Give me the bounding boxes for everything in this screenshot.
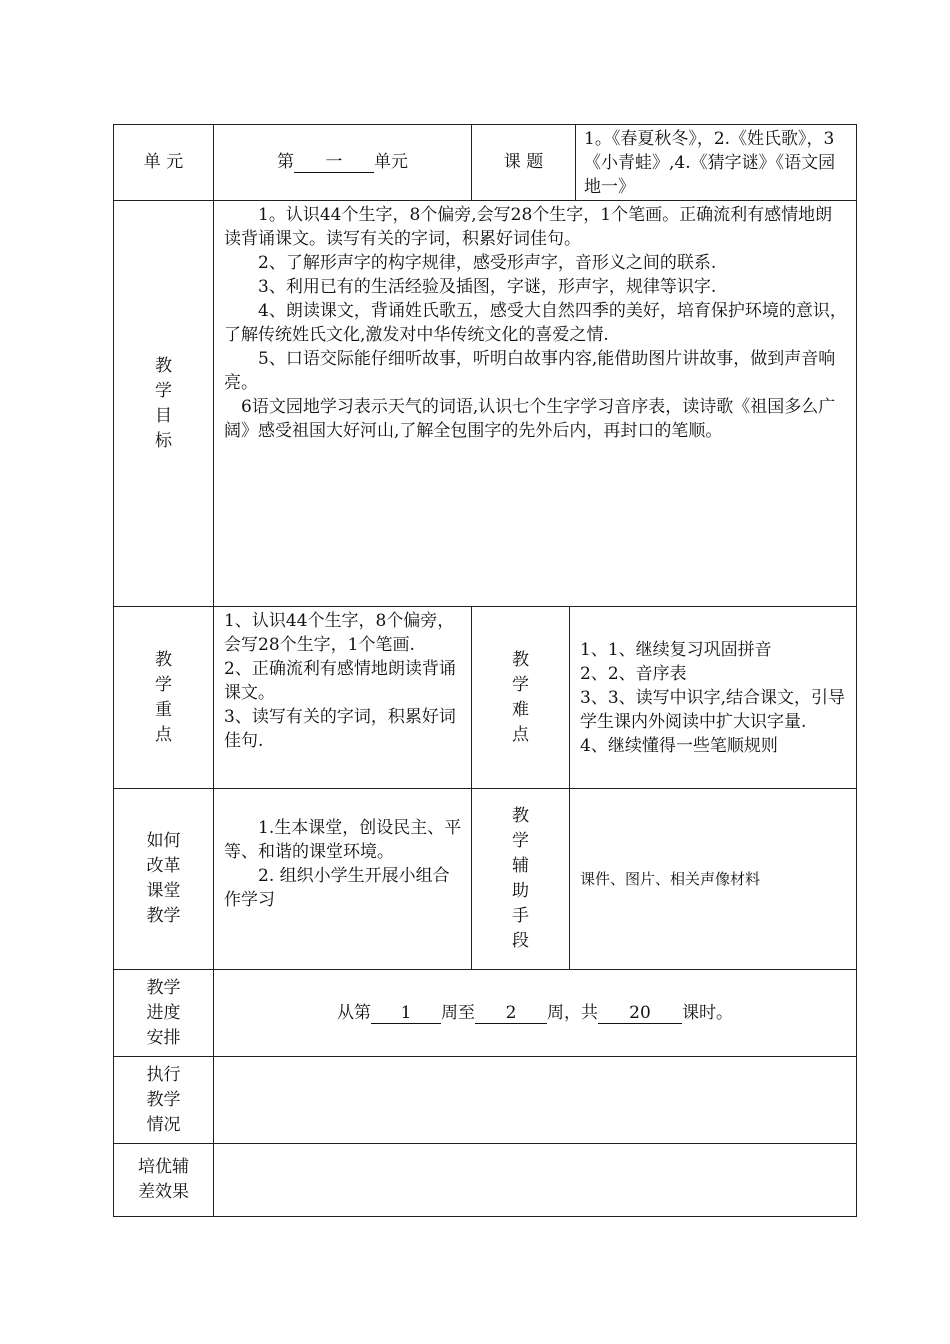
difficulties-label-cell bbox=[472, 607, 570, 789]
goal-item: 2、了解形声字的构字规律，感受形声字，音形义之间的联系. bbox=[258, 253, 717, 273]
goal-item: 6语文园地学习表示天气的词语,认识七个生字学习音序表，读诗歌《祖国多么广阔》感受祖国大好河山,了解全包围字的先外后内，再封口的笔顺。 bbox=[224, 397, 836, 441]
reform-item: 1.生本课堂，创设民主、平等、和谐的课堂环境。 bbox=[224, 818, 462, 862]
schedule-end-week: 2 bbox=[475, 1003, 547, 1024]
reform-item: 2. 组织小学生开展小组合作学习 bbox=[224, 866, 450, 910]
execution-label-line: 教学 bbox=[146, 1089, 181, 1110]
schedule-mid: 周至 bbox=[441, 1002, 475, 1023]
difficulties-label-char: 点 bbox=[512, 724, 529, 745]
reform-label-cell bbox=[114, 789, 214, 970]
aids-label-char: 段 bbox=[512, 931, 529, 951]
difficulty-item: 1、1、继续复习巩固拼音 bbox=[580, 639, 772, 660]
unit-suffix: 单元 bbox=[374, 152, 408, 172]
schedule-start-week: 1 bbox=[371, 1003, 441, 1024]
goal-item: 3、利用已有的生活经验及插图，字谜，形声字，规律等识字. bbox=[258, 277, 717, 297]
unit-number: 一 bbox=[294, 152, 374, 173]
difficulty-item: 3、3、读写中识字,结合课文，引导学生课内外阅读中扩大识字量. bbox=[580, 687, 846, 732]
goals-label-char: 教 bbox=[155, 355, 172, 376]
key-points-label-char: 教 bbox=[155, 649, 172, 670]
lesson-label-cell bbox=[472, 125, 576, 201]
execution-content bbox=[214, 1057, 857, 1144]
difficulties-label-char: 教 bbox=[512, 649, 529, 670]
difficulty-item: 4、继续懂得一些笔顺规则 bbox=[580, 735, 778, 756]
key-points-row bbox=[114, 607, 857, 789]
unit-row bbox=[114, 125, 857, 201]
goals-label-char: 学 bbox=[155, 380, 172, 401]
key-points-label-char: 点 bbox=[155, 724, 172, 745]
tutoring-content bbox=[214, 1144, 857, 1217]
tutoring-label-cell bbox=[114, 1144, 214, 1217]
difficulties-label-char: 难 bbox=[512, 699, 529, 720]
aids-label-char: 教 bbox=[512, 806, 529, 826]
goal-item: 1。认识44个生字，8个偏旁,会写28个生字，1个笔画。正确流利有感情地朗读背诵课文。读写有关的字词，积累好词佳句。 bbox=[224, 205, 833, 249]
execution-row bbox=[114, 1057, 857, 1144]
aids-label-char: 学 bbox=[512, 831, 529, 851]
key-points-content bbox=[214, 607, 472, 789]
schedule-hours: 20 bbox=[598, 1003, 682, 1024]
tutoring-label-line: 差效果 bbox=[138, 1182, 189, 1202]
key-point-item: 3、读写有关的字词，积累好词佳句. bbox=[224, 707, 456, 751]
key-points-label-char: 重 bbox=[155, 699, 172, 720]
difficulty-item: 2、2、音序表 bbox=[580, 663, 687, 684]
goals-label-char: 目 bbox=[155, 405, 172, 426]
schedule-label-cell bbox=[114, 970, 214, 1057]
key-points-label-char: 学 bbox=[155, 674, 172, 695]
key-point-item: 2、正确流利有感情地朗读背诵课文。 bbox=[224, 659, 456, 703]
goals-content bbox=[214, 201, 857, 607]
reform-label-line: 改革 bbox=[146, 856, 181, 876]
tutoring-label-line: 培优辅 bbox=[138, 1157, 189, 1177]
aids-content bbox=[570, 789, 857, 970]
schedule-prefix: 从第 bbox=[337, 1002, 371, 1023]
lesson-titles: 1。《春夏秋冬》，2.《姓氏歌》，3《小青蛙》,4.《猜字谜》《语文园地一》 bbox=[584, 128, 836, 197]
reform-label-line: 如何 bbox=[146, 831, 181, 851]
unit-prefix: 第 bbox=[277, 152, 294, 172]
reform-content bbox=[214, 789, 472, 970]
aids-label-char: 手 bbox=[512, 906, 529, 926]
schedule-mid2: 周，共 bbox=[547, 1002, 598, 1023]
execution-label-cell bbox=[114, 1057, 214, 1144]
schedule-row bbox=[114, 970, 857, 1057]
unit-label-cell bbox=[114, 125, 214, 201]
lesson-title-cell bbox=[576, 125, 857, 201]
difficulties-content bbox=[570, 607, 857, 789]
tutoring-row bbox=[114, 1144, 857, 1217]
unit-value-cell bbox=[214, 125, 472, 201]
goals-row bbox=[114, 201, 857, 607]
reform-label-line: 课堂 bbox=[146, 881, 181, 901]
goal-item: 4、朗读课文，背诵姓氏歌五，感受大自然四季的美好，培育保护环境的意识，了解传统姓氏文化,激发对中华传统文化的喜爱之情. bbox=[224, 301, 847, 345]
aids-label-char: 辅 bbox=[512, 856, 529, 876]
unit-label: 单 元 bbox=[143, 152, 184, 172]
goals-label-char: 标 bbox=[155, 430, 172, 451]
schedule-label-line: 教学 bbox=[146, 977, 181, 998]
goals-label-cell bbox=[114, 201, 214, 607]
reform-row bbox=[114, 789, 857, 970]
reform-label-line: 教学 bbox=[146, 906, 181, 926]
goal-item: 5、口语交际能仔细听故事，听明白故事内容,能借助图片讲故事，做到声音响亮。 bbox=[224, 349, 836, 393]
schedule-suffix: 课时。 bbox=[682, 1002, 733, 1023]
schedule-label-line: 安排 bbox=[146, 1027, 181, 1048]
aids-label-cell bbox=[472, 789, 570, 970]
key-points-label-cell bbox=[114, 607, 214, 789]
execution-label-line: 情况 bbox=[146, 1114, 181, 1135]
schedule-content bbox=[214, 970, 857, 1057]
lesson-label: 课 题 bbox=[503, 152, 544, 172]
execution-label-line: 执行 bbox=[146, 1064, 181, 1085]
schedule-label-line: 进度 bbox=[146, 1002, 181, 1023]
key-point-item: 1、认识44个生字，8个偏旁，会写28个生字，1个笔画. bbox=[224, 611, 455, 655]
lesson-plan-table bbox=[113, 124, 857, 1217]
aids-label-char: 助 bbox=[512, 881, 529, 901]
aids-text: 课件、图片、相关声像材料 bbox=[580, 870, 761, 888]
difficulties-label-char: 学 bbox=[512, 674, 529, 695]
